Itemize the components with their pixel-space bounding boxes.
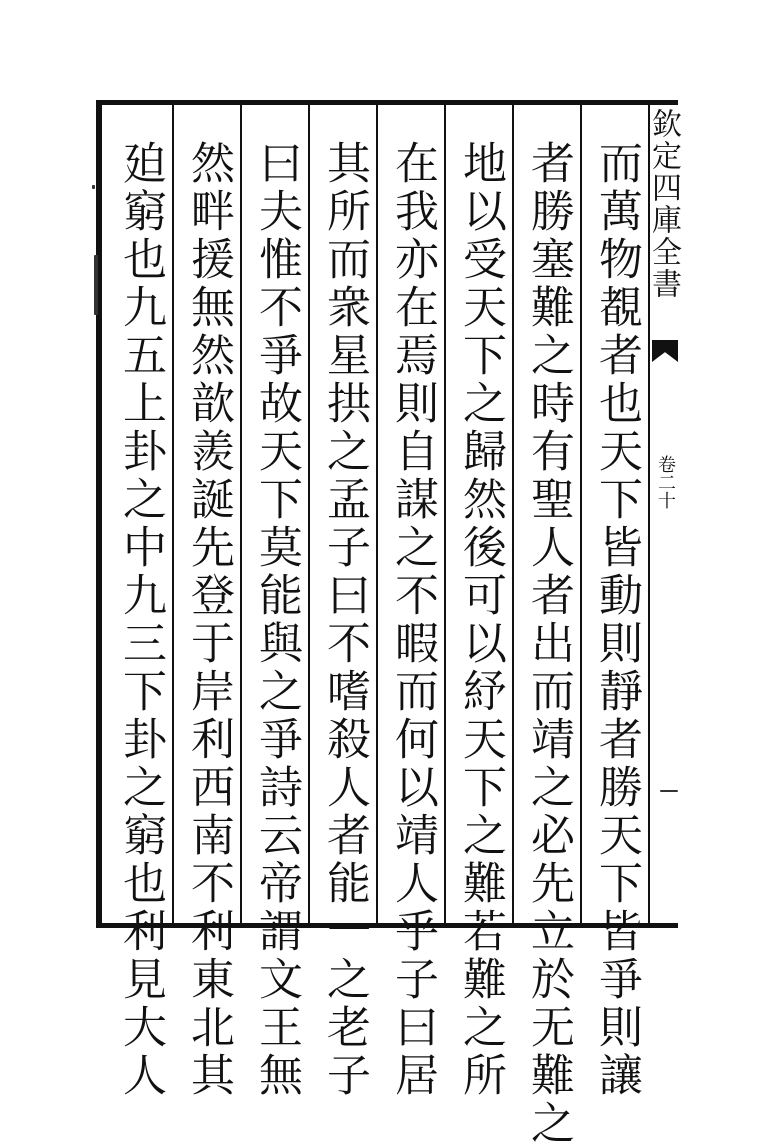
scan-speck [92, 185, 95, 189]
text-column-2: 者勝塞難之時有聖人者出而靖之必先立於无難之 [523, 140, 574, 1148]
text-column-1: 而萬物覩者也天下皆動則靜者勝天下皆爭則讓 [591, 140, 642, 1100]
column-rule [512, 105, 514, 923]
column-rule [308, 105, 310, 923]
frame-left-border [96, 100, 102, 928]
text-column-6: 曰夫惟不爭故天下莫能與之爭詩云帝謂文王無 [251, 140, 302, 1100]
text-column-8: 廹窮也九五上卦之中九三下卦之窮也利見大人 [115, 140, 166, 1100]
scan-speck [94, 255, 98, 315]
text-column-3: 地以受天下之歸然後可以紓天下之難若難之所 [455, 140, 506, 1100]
column-rule [240, 105, 242, 923]
text-column-7: 然畔援無然歆羨誕先登于岸利西南不利東北其 [183, 140, 234, 1100]
column-rule [376, 105, 378, 923]
margin-book-title: 欽定四庫全書 [646, 108, 681, 300]
margin-volume-label: 卷二十 [655, 455, 676, 509]
scan-speck [660, 790, 678, 792]
column-rule [444, 105, 446, 923]
text-column-4: 在我亦在焉則自謀之不暇而何以靖人乎子曰居 [387, 140, 438, 1100]
column-rule [580, 105, 582, 923]
column-rule [172, 105, 174, 923]
text-column-5: 其所而衆星拱之孟子曰不嗜殺人者能一之老子 [319, 140, 370, 1100]
